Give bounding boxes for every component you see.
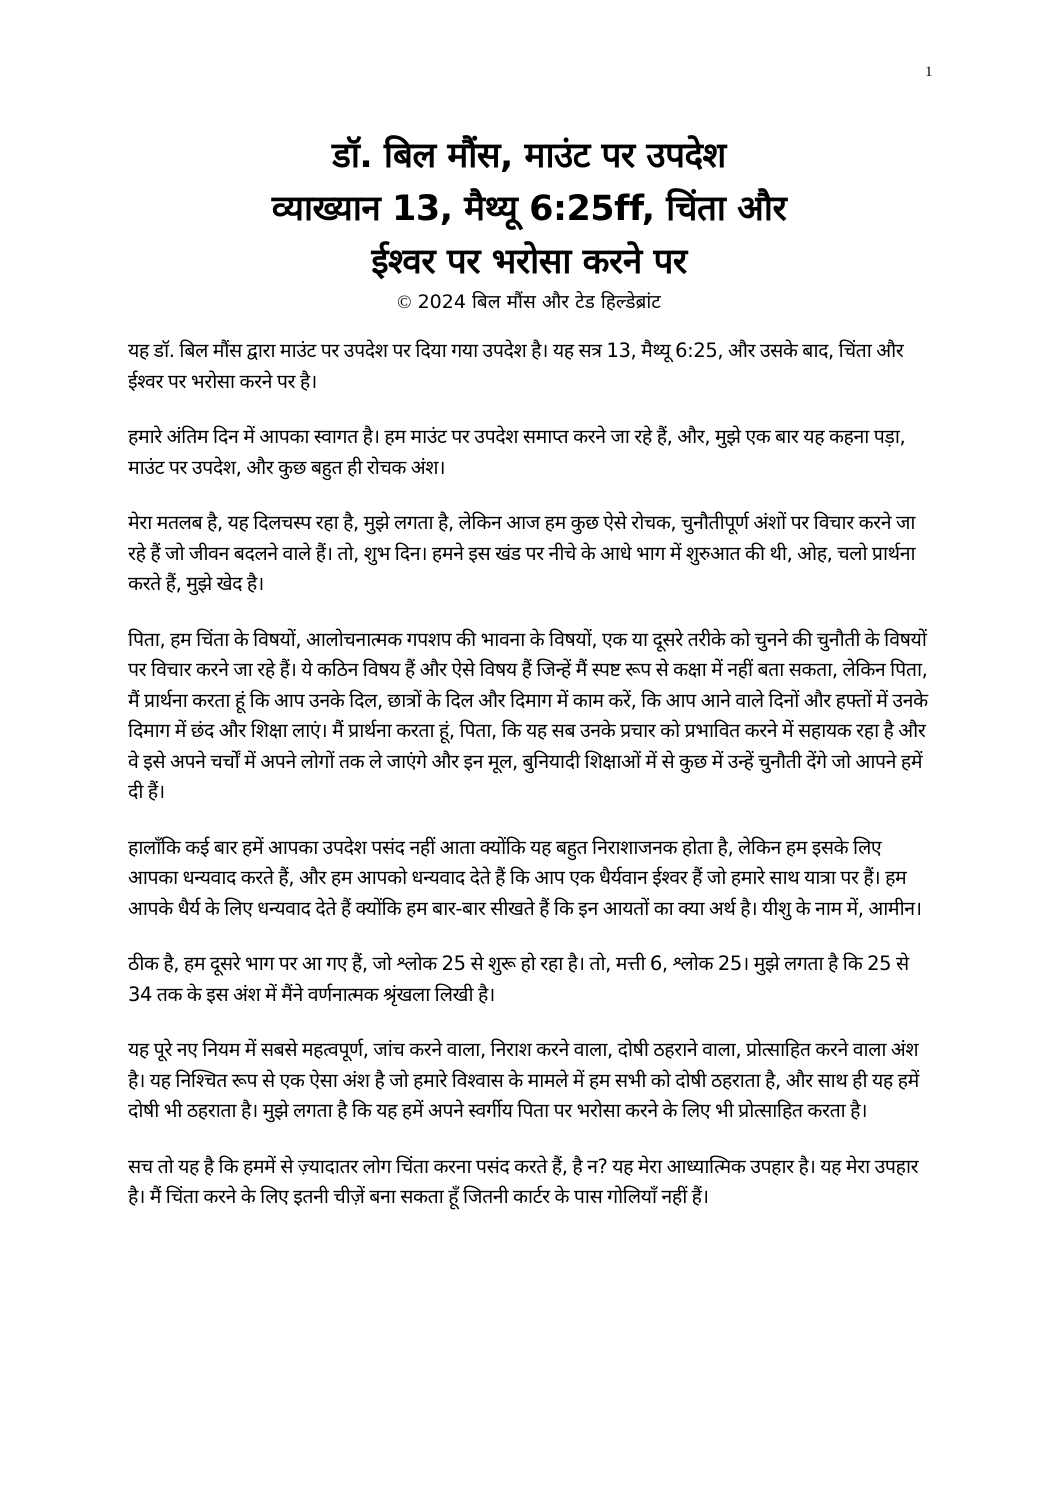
copyright-text: 2024 बिल मौंस और टेड हिल्डेब्रांट	[411, 291, 661, 313]
paragraph-welcome: हमारे अंतिम दिन में आपका स्वागत है। हम माउंट पर उपदेश समाप्त करने जा रहे हैं, और, मुझे एक बार यह कहना पड़ा, माउंट पर उपदेश, और कुछ बहुत ही रोचक अंश।	[128, 425, 906, 479]
page-number: 1	[925, 64, 933, 80]
paragraph-verse-25: ठीक है, हम दूसरे भाग पर आ गए हैं, जो श्लोक 25 से शुरू हो रहा है। तो, मत्ती 6, श्लोक 25। मुझे लगता है कि 25 से 34 तक के इस अंश में मैंने वर्णनात्मक श्रृंखला लिखी है।	[128, 952, 909, 1006]
document-header	[0, 130, 1058, 316]
title-line-3: ईश्वर पर भरोसा करने पर	[371, 242, 687, 282]
paragraph-interesting: मेरा मतलब है, यह दिलचस्प रहा है, मुझे लगता है, लेकिन आज हम कुछ ऐसे रोचक, चुनौतीपूर्ण अंशों पर विचार करने जा रहे हैं जो जीवन बदलने वाले हैं। तो, शुभ दिन। हमने इस खंड पर नीचे के आधे भाग में शुरुआत की थी, ओह, चलो प्रार्थना करते हैं, मुझे खेद है।	[128, 511, 916, 595]
paragraph-prayer-continued: हालाँकि कई बार हमें आपका उपदेश पसंद नहीं आता क्योंकि यह बहुत निराशाजनक होता है, लेकिन हम इसके लिए आपका धन्यवाद करते हैं, और हम आपको धन्यवाद देते हैं कि आप एक धैर्यवान ईश्वर हैं जो हमारे साथ यात्रा पर हैं। हम आपके धैर्य के लिए धन्यवाद देते हैं क्योंकि हम बार-बार सीखते हैं कि इन आयतों का क्या अर्थ है। यीशु के नाम में, आमीन।	[128, 835, 922, 920]
paragraph-worry: सच तो यह है कि हममें से ज़्यादातर लोग चिंता करना पसंद करते हैं, है न? यह मेरा आध्यात्मिक उपहार है। यह मेरा उपहार है। मैं चिंता करने के लिए इतनी चीज़ें बना सकता हूँ जितनी कार्टर के पास गोलियाँ नहीं हैं।	[128, 1154, 919, 1208]
document-body	[128, 336, 928, 1238]
copyright-line	[0, 289, 1058, 316]
paragraph-passage-importance: यह पूरे नए नियम में सबसे महत्वपूर्ण, जांच करने वाला, निराश करने वाला, दोषी ठहराने वाला, प्रोत्साहित करने वाला अंश है। यह निश्चित रूप से एक ऐसा अंश है जो हमारे विश्वास के मामले में हम सभी को दोषी ठहराता है, और साथ ही यह हमें दोषी भी ठहराता है। मुझे लगता है कि यह हमें अपने स्वर्गीय पिता पर भरोसा करने के लिए भी प्रोत्साहित करता है।	[128, 1038, 919, 1122]
paragraph-intro: यह डॉ. बिल मौंस द्वारा माउंट पर उपदेश पर दिया गया उपदेश है। यह सत्र 13, मैथ्यू 6:25, और उसके बाद, चिंता और ईश्वर पर भरोसा करने पर है।	[128, 339, 904, 393]
paragraph-prayer: पिता, हम चिंता के विषयों, आलोचनात्मक गपशप की भावना के विषयों, एक या दूसरे तरीके को चुनने की चुनौती के विषयों पर विचार करने जा रहे हैं। ये कठिन विषय हैं और ऐसे विषय हैं जिन्हें मैं स्पष्ट रूप से कक्षा में नहीं बता सकता, लेकिन पिता, मैं प्रार्थना करता हूं कि आप उनके दिल, छात्रों के दिल और दिमाग में काम करें, कि आप आने वाले दिनों और हफ्तों में उनके दिमाग में छंद और शिक्षा लाएं। मैं प्रार्थना करता हूं, पिता, कि यह सब उनके प्रचार को प्रभावित करने में सहायक रहा है और वे इसे अपने चर्चों में अपने लोगों तक ले जाएंगे और इन मूल, बुनियादी शिक्षाओं में से कुछ में उन्हें चुनौती देंगे जो आपने हमें दी हैं।	[128, 627, 928, 803]
title-line-1: डॉ. बिल मौंस, माउंट पर उपदेश	[332, 136, 726, 176]
copyright-symbol: ©	[397, 292, 412, 313]
title-line-2: व्याख्यान 13, मैथ्यू 6:25ff, चिंता और	[271, 189, 787, 229]
